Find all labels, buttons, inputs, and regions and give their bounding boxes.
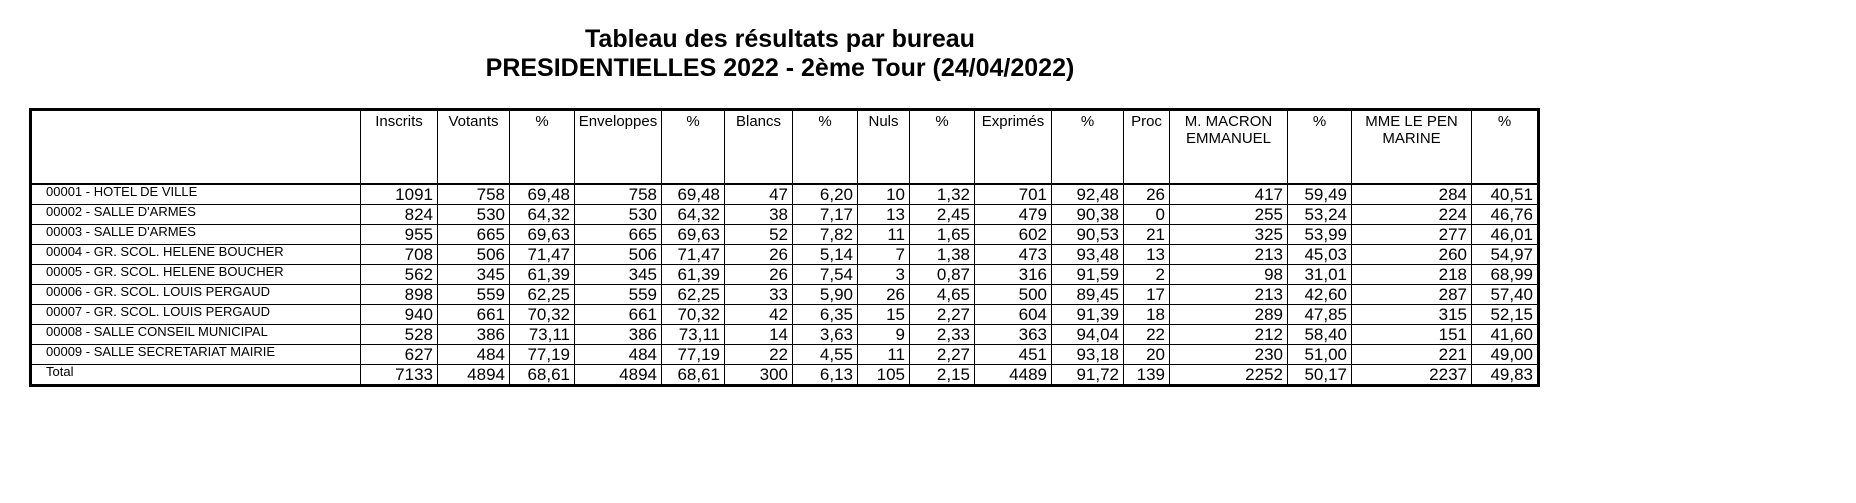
value-cell: 13	[858, 205, 910, 225]
value-cell: 91,39	[1052, 305, 1124, 325]
value-cell: 70,32	[510, 305, 575, 325]
value-cell: 417	[1170, 184, 1288, 205]
value-cell: 64,32	[662, 205, 725, 225]
value-cell: 7133	[361, 365, 438, 386]
value-cell: 10	[858, 184, 910, 205]
value-cell: 22	[1124, 325, 1170, 345]
value-cell: 42	[725, 305, 793, 325]
value-cell: 73,11	[662, 325, 725, 345]
value-cell: 451	[975, 345, 1052, 365]
column-header: %	[1052, 110, 1124, 185]
value-cell: 91,72	[1052, 365, 1124, 386]
value-cell: 58,40	[1288, 325, 1352, 345]
value-cell: 3,63	[793, 325, 858, 345]
column-header: %	[910, 110, 975, 185]
value-cell: 2,15	[910, 365, 975, 386]
value-cell: 64,32	[510, 205, 575, 225]
value-cell: 484	[438, 345, 510, 365]
value-cell: 530	[575, 205, 662, 225]
value-cell: 62,25	[662, 285, 725, 305]
value-cell: 22	[725, 345, 793, 365]
value-cell: 218	[1352, 265, 1472, 285]
value-cell: 77,19	[662, 345, 725, 365]
value-cell: 77,19	[510, 345, 575, 365]
value-cell: 93,18	[1052, 345, 1124, 365]
column-header: Nuls	[858, 110, 910, 185]
value-cell: 284	[1352, 184, 1472, 205]
value-cell: 69,48	[662, 184, 725, 205]
value-cell: 38	[725, 205, 793, 225]
value-cell: 898	[361, 285, 438, 305]
value-cell: 627	[361, 345, 438, 365]
results-table	[29, 108, 1540, 387]
value-cell: 57,40	[1472, 285, 1539, 305]
column-header: %	[1472, 110, 1539, 185]
value-cell: 479	[975, 205, 1052, 225]
value-cell: 325	[1170, 225, 1288, 245]
value-cell: 224	[1352, 205, 1472, 225]
column-header: M. MACRON EMMANUEL	[1170, 110, 1288, 185]
value-cell: 15	[858, 305, 910, 325]
total-row	[31, 365, 1539, 386]
value-cell: 6,35	[793, 305, 858, 325]
value-cell: 530	[438, 205, 510, 225]
value-cell: 4,65	[910, 285, 975, 305]
value-cell: 500	[975, 285, 1052, 305]
value-cell: 68,61	[510, 365, 575, 386]
value-cell: 53,99	[1288, 225, 1352, 245]
table-row	[31, 205, 1539, 225]
column-header: Blancs	[725, 110, 793, 185]
value-cell: 661	[438, 305, 510, 325]
value-cell: 255	[1170, 205, 1288, 225]
value-cell: 50,17	[1288, 365, 1352, 386]
value-cell: 363	[975, 325, 1052, 345]
value-cell: 300	[725, 365, 793, 386]
bureau-name-cell: Total	[31, 365, 361, 386]
bureau-name-cell: 00003 - SALLE D'ARMES	[31, 225, 361, 245]
value-cell: 18	[1124, 305, 1170, 325]
value-cell: 2237	[1352, 365, 1472, 386]
value-cell: 2,33	[910, 325, 975, 345]
value-cell: 90,53	[1052, 225, 1124, 245]
value-cell: 955	[361, 225, 438, 245]
value-cell: 1,65	[910, 225, 975, 245]
value-cell: 71,47	[662, 245, 725, 265]
value-cell: 89,45	[1052, 285, 1124, 305]
value-cell: 73,11	[510, 325, 575, 345]
value-cell: 6,13	[793, 365, 858, 386]
value-cell: 4894	[438, 365, 510, 386]
value-cell: 68,61	[662, 365, 725, 386]
value-cell: 98	[1170, 265, 1288, 285]
value-cell: 562	[361, 265, 438, 285]
bureau-name-cell: 00006 - GR. SCOL. LOUIS PERGAUD	[31, 285, 361, 305]
value-cell: 59,49	[1288, 184, 1352, 205]
column-header: %	[1288, 110, 1352, 185]
value-cell: 93,48	[1052, 245, 1124, 265]
value-cell: 62,25	[510, 285, 575, 305]
value-cell: 105	[858, 365, 910, 386]
value-cell: 46,76	[1472, 205, 1539, 225]
value-cell: 6,20	[793, 184, 858, 205]
value-cell: 71,47	[510, 245, 575, 265]
value-cell: 4894	[575, 365, 662, 386]
value-cell: 7,54	[793, 265, 858, 285]
column-header: %	[662, 110, 725, 185]
table-row	[31, 245, 1539, 265]
value-cell: 33	[725, 285, 793, 305]
value-cell: 11	[858, 225, 910, 245]
value-cell: 1091	[361, 184, 438, 205]
value-cell: 61,39	[662, 265, 725, 285]
value-cell: 221	[1352, 345, 1472, 365]
header-row	[31, 110, 1539, 185]
value-cell: 315	[1352, 305, 1472, 325]
value-cell: 45,03	[1288, 245, 1352, 265]
value-cell: 708	[361, 245, 438, 265]
value-cell: 1,32	[910, 184, 975, 205]
value-cell: 260	[1352, 245, 1472, 265]
bureau-name-cell: 00008 - SALLE CONSEIL MUNICIPAL	[31, 325, 361, 345]
value-cell: 2,27	[910, 305, 975, 325]
bureau-name-cell: 00009 - SALLE SECRETARIAT MAIRIE	[31, 345, 361, 365]
value-cell: 386	[575, 325, 662, 345]
value-cell: 40,51	[1472, 184, 1539, 205]
value-cell: 277	[1352, 225, 1472, 245]
value-cell: 69,48	[510, 184, 575, 205]
value-cell: 90,38	[1052, 205, 1124, 225]
value-cell: 2,45	[910, 205, 975, 225]
value-cell: 151	[1352, 325, 1472, 345]
table-row	[31, 285, 1539, 305]
value-cell: 4,55	[793, 345, 858, 365]
column-header: Inscrits	[361, 110, 438, 185]
value-cell: 94,04	[1052, 325, 1124, 345]
report-subtitle: PRESIDENTIELLES 2022 - 2ème Tour (24/04/2022)	[485, 54, 1075, 82]
value-cell: 2252	[1170, 365, 1288, 386]
value-cell: 345	[438, 265, 510, 285]
value-cell: 2,27	[910, 345, 975, 365]
value-cell: 21	[1124, 225, 1170, 245]
value-cell: 26	[725, 265, 793, 285]
value-cell: 213	[1170, 245, 1288, 265]
value-cell: 26	[1124, 184, 1170, 205]
value-cell: 69,63	[510, 225, 575, 245]
value-cell: 289	[1170, 305, 1288, 325]
table-row	[31, 325, 1539, 345]
value-cell: 7,17	[793, 205, 858, 225]
value-cell: 52	[725, 225, 793, 245]
value-cell: 484	[575, 345, 662, 365]
value-cell: 11	[858, 345, 910, 365]
value-cell: 14	[725, 325, 793, 345]
value-cell: 7	[858, 245, 910, 265]
value-cell: 26	[725, 245, 793, 265]
column-header: Exprimés	[975, 110, 1052, 185]
value-cell: 17	[1124, 285, 1170, 305]
table-row	[31, 345, 1539, 365]
value-cell: 4489	[975, 365, 1052, 386]
column-header: Votants	[438, 110, 510, 185]
value-cell: 68,99	[1472, 265, 1539, 285]
value-cell: 41,60	[1472, 325, 1539, 345]
value-cell: 9	[858, 325, 910, 345]
value-cell: 758	[438, 184, 510, 205]
value-cell: 91,59	[1052, 265, 1124, 285]
value-cell: 26	[858, 285, 910, 305]
value-cell: 287	[1352, 285, 1472, 305]
value-cell: 47	[725, 184, 793, 205]
value-cell: 49,83	[1472, 365, 1539, 386]
value-cell: 701	[975, 184, 1052, 205]
column-header: %	[510, 110, 575, 185]
header-blank	[31, 110, 361, 185]
bureau-name-cell: 00001 - HOTEL DE VILLE	[31, 184, 361, 205]
value-cell: 70,32	[662, 305, 725, 325]
value-cell: 661	[575, 305, 662, 325]
value-cell: 0,87	[910, 265, 975, 285]
value-cell: 47,85	[1288, 305, 1352, 325]
value-cell: 5,90	[793, 285, 858, 305]
value-cell: 604	[975, 305, 1052, 325]
value-cell: 212	[1170, 325, 1288, 345]
value-cell: 46,01	[1472, 225, 1539, 245]
report-title: Tableau des résultats par bureau	[585, 25, 975, 53]
value-cell: 31,01	[1288, 265, 1352, 285]
table-row	[31, 225, 1539, 245]
value-cell: 824	[361, 205, 438, 225]
value-cell: 506	[575, 245, 662, 265]
table-row	[31, 184, 1539, 205]
value-cell: 665	[575, 225, 662, 245]
bureau-name-cell: 00002 - SALLE D'ARMES	[31, 205, 361, 225]
value-cell: 42,60	[1288, 285, 1352, 305]
value-cell: 473	[975, 245, 1052, 265]
value-cell: 940	[361, 305, 438, 325]
value-cell: 54,97	[1472, 245, 1539, 265]
value-cell: 2	[1124, 265, 1170, 285]
column-header: Proc	[1124, 110, 1170, 185]
value-cell: 665	[438, 225, 510, 245]
bureau-name-cell: 00004 - GR. SCOL. HELENE BOUCHER	[31, 245, 361, 265]
value-cell: 13	[1124, 245, 1170, 265]
value-cell: 139	[1124, 365, 1170, 386]
value-cell: 69,63	[662, 225, 725, 245]
value-cell: 0	[1124, 205, 1170, 225]
value-cell: 559	[575, 285, 662, 305]
bureau-name-cell: 00005 - GR. SCOL. HELENE BOUCHER	[31, 265, 361, 285]
value-cell: 528	[361, 325, 438, 345]
value-cell: 345	[575, 265, 662, 285]
bureau-name-cell: 00007 - GR. SCOL. LOUIS PERGAUD	[31, 305, 361, 325]
value-cell: 51,00	[1288, 345, 1352, 365]
column-header: %	[793, 110, 858, 185]
value-cell: 602	[975, 225, 1052, 245]
value-cell: 230	[1170, 345, 1288, 365]
value-cell: 316	[975, 265, 1052, 285]
column-header: MME LE PEN MARINE	[1352, 110, 1472, 185]
table-row	[31, 305, 1539, 325]
value-cell: 386	[438, 325, 510, 345]
table-row	[31, 265, 1539, 285]
value-cell: 1,38	[910, 245, 975, 265]
value-cell: 61,39	[510, 265, 575, 285]
value-cell: 20	[1124, 345, 1170, 365]
value-cell: 5,14	[793, 245, 858, 265]
column-header: Enveloppes	[575, 110, 662, 185]
value-cell: 758	[575, 184, 662, 205]
value-cell: 92,48	[1052, 184, 1124, 205]
value-cell: 53,24	[1288, 205, 1352, 225]
value-cell: 559	[438, 285, 510, 305]
value-cell: 7,82	[793, 225, 858, 245]
value-cell: 506	[438, 245, 510, 265]
value-cell: 213	[1170, 285, 1288, 305]
value-cell: 49,00	[1472, 345, 1539, 365]
value-cell: 52,15	[1472, 305, 1539, 325]
value-cell: 3	[858, 265, 910, 285]
